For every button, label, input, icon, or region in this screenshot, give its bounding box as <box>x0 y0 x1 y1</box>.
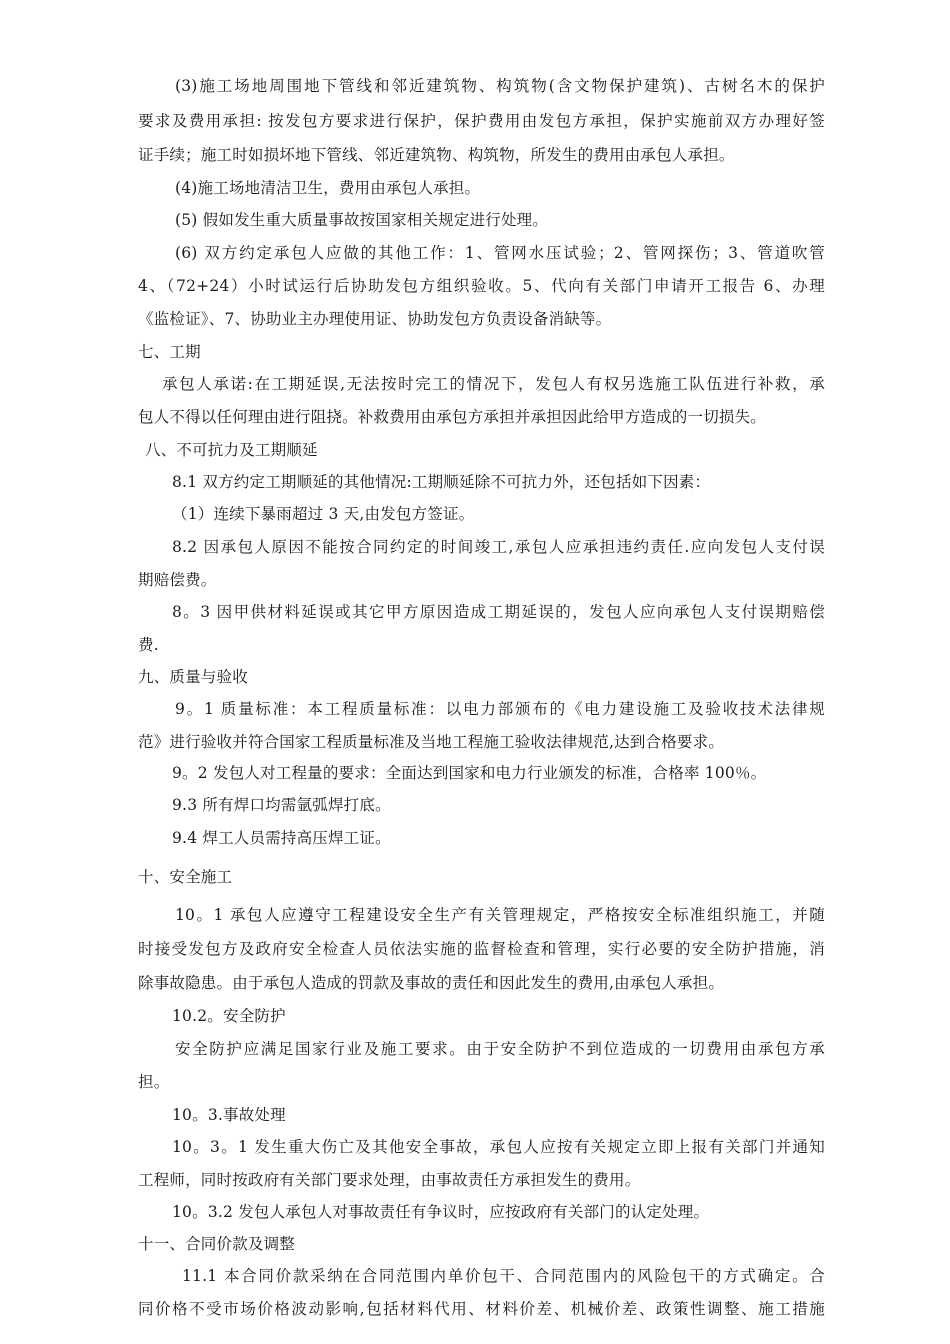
text-line: 11.1 本合同价款采纳在合同范围内单价包干、合同范围内的风险包干的方式确定。合 <box>182 1267 825 1285</box>
text-line: 承包人承诺:在工期延误,无法按时完工的情况下，发包人有权另选施工队伍进行补救，承 <box>162 375 825 393</box>
text-line: 十、安全施工 <box>138 868 233 886</box>
text-line: 工程师，同时按政府有关部门要求处理，由事故责任方承担发生的费用。 <box>138 1171 641 1189</box>
text-line: (6) 双方约定承包人应做的其他工作：1、管网水压试验；2、管网探伤；3、管道吹管 <box>175 244 825 262</box>
text-line: 范》进行验收并符合国家工程质量标准及当地工程施工验收法律规范,达到合格要求。 <box>138 733 725 751</box>
text-line: 安全防护应满足国家行业及施工要求。由于安全防护不到位造成的一切费用由承包方承 <box>175 1040 825 1058</box>
text-line: 担。 <box>138 1073 170 1091</box>
text-line: 10。3。1 发生重大伤亡及其他安全事故，承包人应按有关规定立即上报有关部门并通知 <box>172 1138 825 1156</box>
text-line: 要求及费用承担: 按发包方要求进行保护，保护费用由发包方承担，保护实施前双方办理好签 <box>138 112 825 130</box>
text-line: 八、不可抗力及工期顺延 <box>145 441 318 459</box>
text-line: 8.2 因承包人原因不能按合同约定的时间竣工,承包人应承担违约责任.应向发包人支付误 <box>172 538 825 556</box>
text-line: 8。3 因甲供材料延误或其它甲方原因造成工期延误的，发包人应向承包人支付误期赔偿 <box>172 603 825 621</box>
text-line: 8.1 双方约定工期顺延的其他情况:工期顺延除不可抗力外，还包括如下因素： <box>172 473 711 491</box>
text-line: 九、质量与验收 <box>138 668 248 686</box>
text-line: 4、（72+24）小时试运行后协助发包方组织验收。5、代向有关部门申请开工报告 6、办理 <box>138 277 825 295</box>
text-line: （1）连续下暴雨超过 3 天,由发包方签证。 <box>172 505 475 523</box>
text-line: 10。1 承包人应遵守工程建设安全生产有关管理规定，严格按安全标准组织施工，并随 <box>175 906 825 924</box>
text-line: 费. <box>138 636 159 654</box>
text-line: 《监检证》、7、协助业主办理使用证、协助发包方负责设备消缺等。 <box>138 310 612 328</box>
text-line: 除事故隐患。由于承包人造成的罚款及事故的责任和因此发生的费用,由承包人承担。 <box>138 974 725 992</box>
text-line: 10。3.2 发包人承包人对事故责任有争议时，应按政府有关部门的认定处理。 <box>172 1203 710 1221</box>
text-line: 9.4 焊工人员需持高压焊工证。 <box>172 829 391 847</box>
text-line: 十一、合同价款及调整 <box>138 1235 296 1253</box>
text-line: 同价格不受市场价格波动影响,包括材料代用、材料价差、机械价差、政策性调整、施工措施 <box>138 1300 825 1318</box>
text-line: (3)施工场地周围地下管线和邻近建筑物、构筑物(含文物保护建筑)、古树名木的保护 <box>175 77 825 95</box>
text-line: 9.3 所有焊口均需氩弧焊打底。 <box>172 796 391 814</box>
text-line: (5) 假如发生重大质量事故按国家相关规定进行处理。 <box>175 211 549 229</box>
text-line: 七、工期 <box>138 343 201 361</box>
text-line: (4)施工场地清洁卫生，费用由承包人承担。 <box>175 179 481 197</box>
text-line: 9。2 发包人对工程量的要求：全面达到国家和电力行业颁发的标准，合格率 100％。 <box>172 764 767 782</box>
text-line: 9。1 质量标准：本工程质量标准：以电力部颁布的《电力建设施工及验收技术法律规 <box>175 700 825 718</box>
text-line: 期赔偿费。 <box>138 571 217 589</box>
text-line: 包人不得以任何理由进行阻挠。补救费用由承包方承担并承担因此给甲方造成的一切损失。 <box>138 408 767 426</box>
text-line: 10.2。安全防护 <box>172 1007 286 1025</box>
text-line: 证手续；施工时如损坏地下管线、邻近建筑物、构筑物，所发生的费用由承包人承担。 <box>138 146 735 164</box>
text-line: 10。3.事故处理 <box>172 1106 286 1124</box>
text-line: 时接受发包方及政府安全检查人员依法实施的监督检查和管理，实行必要的安全防护措施，消 <box>138 940 825 958</box>
